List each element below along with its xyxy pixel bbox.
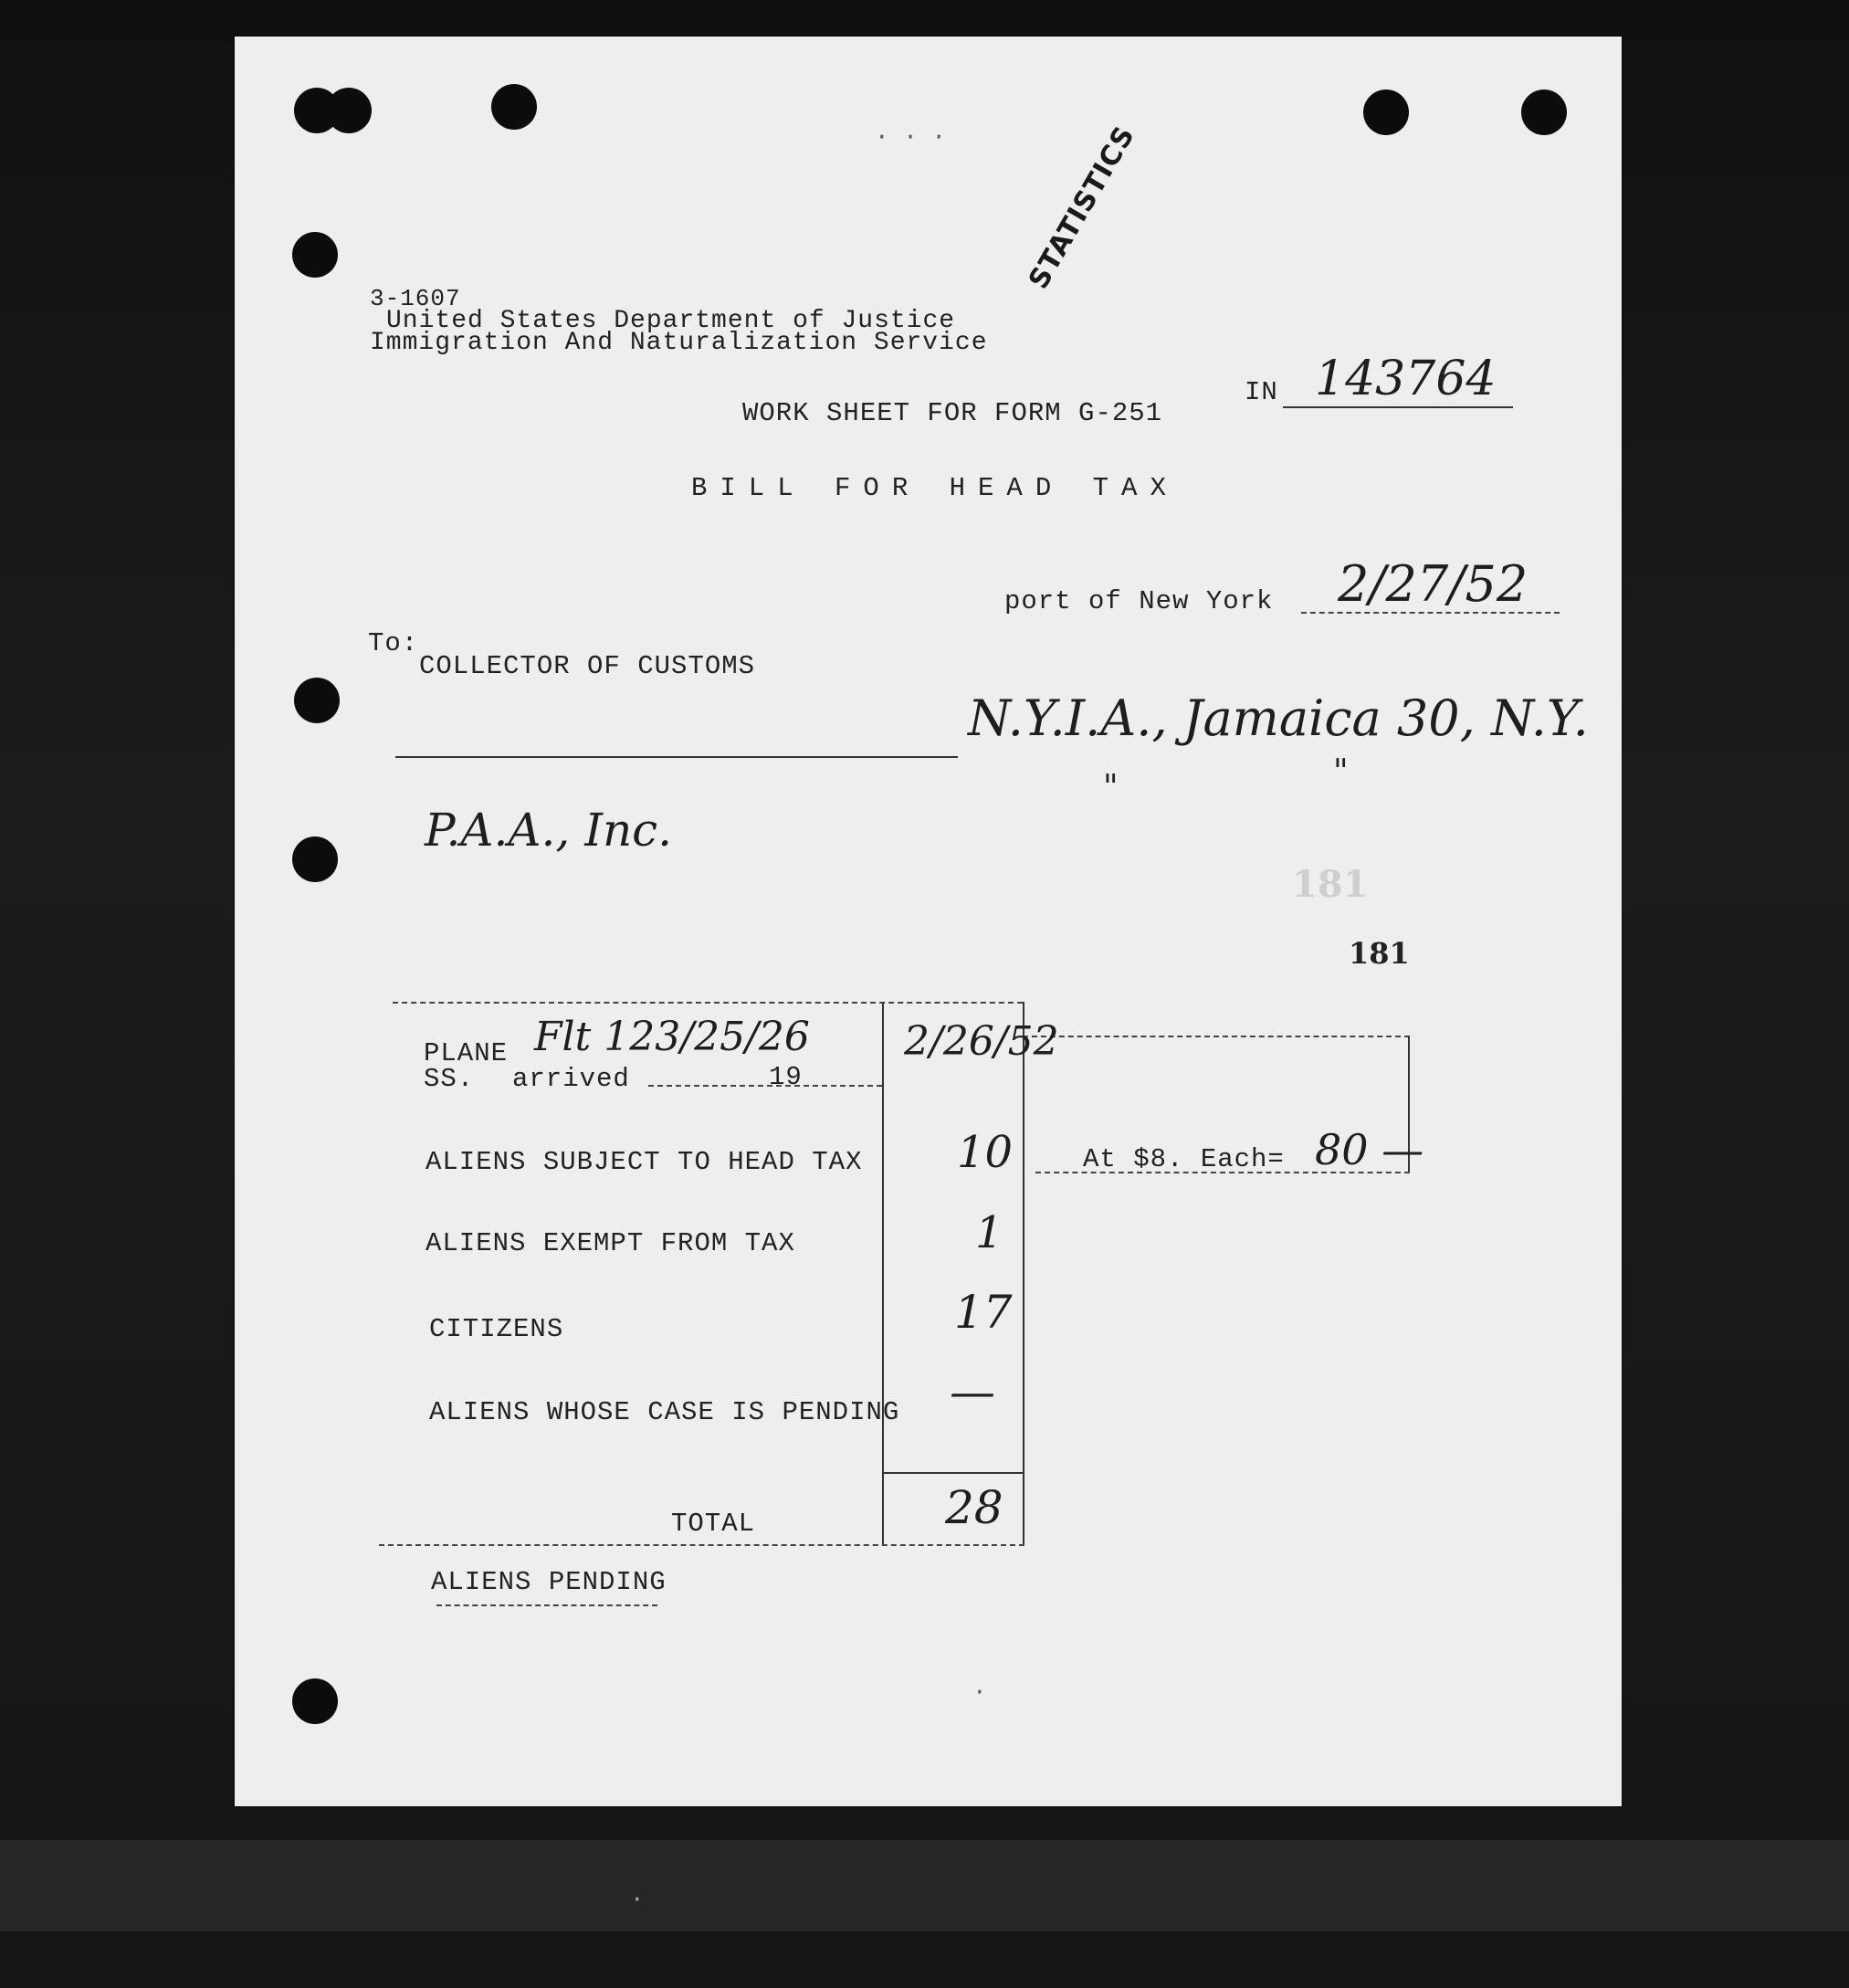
form-subtitle: BILL FOR HEAD TAX xyxy=(691,473,1179,503)
punch-hole xyxy=(491,84,537,130)
table-divider-right xyxy=(1023,1002,1024,1545)
statistics-stamp: STATISTICS xyxy=(1023,121,1142,295)
faint-number-stamp: 181 xyxy=(1292,863,1369,906)
location-handwritten: N.Y.I.A., Jamaica 30, N.Y. xyxy=(968,689,1589,747)
arrival-date-handwritten: 2/26/52 xyxy=(904,1018,1059,1065)
in-number-line xyxy=(1283,406,1513,408)
in-number: 143764 xyxy=(1315,352,1497,406)
row-label-aliens-pending-case: ALIENS WHOSE CASE IS PENDING xyxy=(429,1397,900,1427)
document-page xyxy=(235,37,1622,1806)
aliens-pending-label: ALIENS PENDING xyxy=(431,1567,667,1597)
form-title: WORK SHEET FOR FORM G-251 xyxy=(742,398,1163,428)
row-value-aliens-exempt: 1 xyxy=(975,1207,1003,1258)
row-label-aliens-exempt: ALIENS EXEMPT FROM TAX xyxy=(425,1228,795,1258)
agency-line-2: Immigration And Naturalization Service xyxy=(370,329,988,357)
punch-hole xyxy=(294,678,340,723)
year-prefix: 19 xyxy=(769,1062,803,1092)
total-value: 28 xyxy=(945,1481,1003,1534)
arrived-line xyxy=(648,1085,882,1087)
rate-amount: 80 — xyxy=(1315,1125,1424,1174)
agency-line-1: United States Department of Justice xyxy=(386,307,956,335)
pending-underline xyxy=(436,1604,657,1606)
punch-hole xyxy=(1363,89,1409,135)
date-value: 2/27/52 xyxy=(1338,555,1529,613)
ditto-mark: " xyxy=(1333,753,1349,791)
ss-label: SS. xyxy=(424,1064,475,1094)
port-label: port of New York xyxy=(1004,586,1274,616)
scan-speck: · xyxy=(630,1886,645,1913)
row-label-citizens: CITIZENS xyxy=(429,1314,564,1344)
collector-label: COLLECTOR OF CUSTOMS xyxy=(419,651,756,681)
table-top-line xyxy=(393,1002,1023,1004)
punch-hole xyxy=(1521,89,1567,135)
rate-box-top xyxy=(1023,1036,1410,1037)
ditto-mark: " xyxy=(1103,769,1119,806)
rate-label: At $8. Each= xyxy=(1083,1144,1285,1174)
plane-flight-handwritten: Flt 123/25/26 xyxy=(534,1014,810,1060)
punch-hole xyxy=(326,88,372,133)
row-value-citizens: 17 xyxy=(954,1286,1013,1339)
scan-speck: · xyxy=(972,1678,987,1706)
table-bottom-line xyxy=(379,1544,1024,1546)
in-label: IN xyxy=(1245,377,1278,407)
scan-speck: · · · xyxy=(875,123,947,151)
punch-hole xyxy=(292,232,338,278)
total-top-line xyxy=(882,1472,1024,1474)
carrier-handwritten: P.A.A., Inc. xyxy=(425,804,673,857)
form-number: 3-1607 xyxy=(370,285,461,312)
punch-hole xyxy=(292,836,338,882)
row-value-aliens-pending-case: — xyxy=(950,1365,995,1418)
punch-hole xyxy=(292,1678,338,1724)
row-label-aliens-subject: ALIENS SUBJECT TO HEAD TAX xyxy=(425,1147,863,1177)
total-label: TOTAL xyxy=(671,1509,756,1539)
address-line xyxy=(395,756,958,758)
table-divider-left xyxy=(882,1002,884,1545)
number-stamp: 181 xyxy=(1349,936,1410,971)
scan-bottom-band xyxy=(0,1840,1849,1931)
plane-label: PLANE xyxy=(424,1038,509,1068)
arrived-label: arrived xyxy=(512,1064,630,1094)
row-value-aliens-subject: 10 xyxy=(957,1127,1014,1178)
to-label: To: xyxy=(368,628,419,658)
